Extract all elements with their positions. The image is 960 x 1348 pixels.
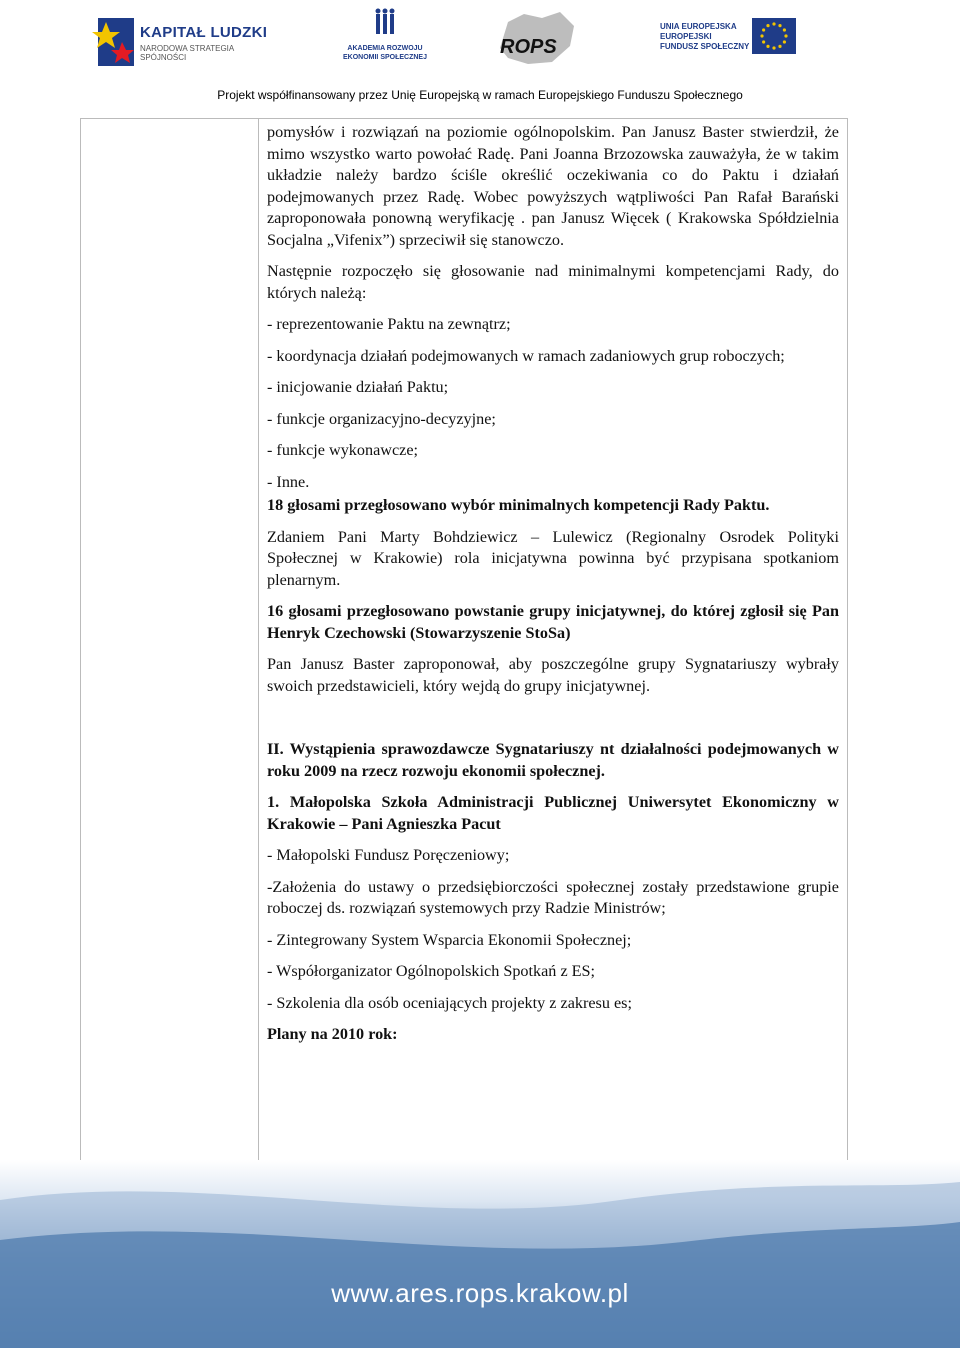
ares-icon	[370, 8, 400, 38]
document-body	[267, 122, 839, 1056]
kapital-ludzki-title: KAPITAŁ LUDZKI	[140, 24, 268, 41]
list-item-competence: - koordynacja działań podejmowanych w ramach zadaniowych grup roboczych;	[267, 346, 785, 365]
footer-wave-decoration	[0, 1160, 960, 1348]
page-footer	[0, 1160, 960, 1348]
eu-flag-icon	[752, 18, 796, 54]
ares-line-1: AKADEMIA ROZWOJU	[347, 45, 423, 52]
vote-result-initiative-group: 16 głosami przegłosowano powstanie grupy inicjatywnej, do której zgłosił się Pan Henryk Czechowski (Stowarzyszenie StoSa)	[267, 602, 839, 642]
paragraph-opinion-bohdziewicz: Zdaniem Pani Marty Bohdziewicz – Lulewicz (Regionalny Osrodek Polityki Społecznej w Krakowie) rola inicjatywna powinna być przypisana spotkaniom plenarnym.	[267, 527, 839, 589]
rops-text: ROPS	[500, 36, 557, 58]
table-column-divider	[258, 119, 259, 1167]
eu-line-2: EUROPEJSKI	[660, 32, 712, 41]
section-heading-reports: II. Wystąpienia sprawozdawcze Sygnatariuszy nt działalności podejmowanych w roku 2009 na rzecz rozwoju ekonomii społecznej.	[267, 740, 839, 780]
kapital-ludzki-logo	[92, 8, 272, 70]
eu-logo	[650, 8, 800, 70]
list-item-competence: - funkcje wykonawcze;	[267, 441, 419, 459]
paragraph-council-discussion: pomysłów i rozwiązań na poziomie ogólnopolskim. Pan Janusz Baster stwierdził, że mimo wszystko warto powołać Radę. Pani Joanna Brzozowska zauważyła, że w takim układzie należy bardzo ściśle określić oczekiwania co do Paktu i działań podejmowanych przez Radę. Wobec powyższych wątpliwości Pan Rafał Barański zaproponowała ponowną weryfikację . pan Janusz Więcek ( Krakowska Spółdzielnia Socjalna „Vifenix”) sprzeciwił się stanowczo.	[267, 123, 839, 249]
rops-logo	[490, 8, 585, 70]
list-item-activity: - Zintegrowany System Wsparcia Ekonomii Społecznej;	[267, 930, 632, 949]
page-header	[0, 0, 960, 110]
list-item-activity: - Małopolski Fundusz Poręczeniowy;	[267, 846, 510, 864]
paragraph-baster-proposal: Pan Janusz Baster zaproponował, aby poszczególne grupy Sygnatariuszy wybrały swoich przedstawicieli, który wejdą do grupy inicjatywnej.	[267, 655, 839, 695]
paragraph-vote-intro: Następnie rozpoczęło się głosowanie nad minimalnymi kompetencjami Rady, do których należą:	[267, 262, 839, 302]
project-cofinancing-line: Projekt współfinansowany przez Unię Europejską w ramach Europejskiego Funduszu Społecznego	[217, 88, 743, 102]
footer-website-url: www.ares.rops.krakow.pl	[331, 1278, 629, 1308]
ares-logo-text	[330, 44, 440, 62]
plans-heading: Plany na 2010 rok:	[267, 1025, 398, 1043]
list-item-activity: -Założenia do ustawy o przedsiębiorczości społecznej zostały przedstawione grupie roboczej ds. rozwiązań systemowych przy Radzie Ministrów;	[267, 877, 839, 917]
kapital-ludzki-subtitle: NARODOWA STRATEGIA SPÓJNOŚCI	[140, 44, 234, 62]
subsection-heading-msap: 1. Małopolska Szkoła Administracji Publicznej Uniwersytet Ekonomiczny w Krakowie – Pani Agnieszka Pacut	[267, 793, 839, 833]
list-item-competence: - Inne.	[267, 472, 310, 491]
list-item-competence: - reprezentowanie Paktu na zewnątrz;	[267, 315, 511, 333]
list-item-competence: - funkcje organizacyjno-decyzyjne;	[267, 409, 496, 428]
eu-line-1: UNIA EUROPEJSKA	[660, 22, 737, 31]
kapital-ludzki-icon	[92, 12, 136, 70]
eu-line-3: FUNDUSZ SPOŁECZNY	[660, 42, 750, 51]
list-item-activity: - Współorganizator Ogólnopolskich Spotkań z ES;	[267, 962, 596, 980]
ares-logo	[330, 8, 440, 70]
vote-result-competences: 18 głosami przegłosowano wybór minimalnych kompetencji Rady Paktu.	[267, 496, 770, 514]
eu-logo-text	[660, 22, 749, 52]
list-item-activity: - Szkolenia dla osób oceniających projekty z zakresu es;	[267, 993, 632, 1012]
list-item-competence: - inicjowanie działań Paktu;	[267, 378, 449, 396]
ares-line-2: EKONOMII SPOŁECZNEJ	[342, 54, 427, 61]
